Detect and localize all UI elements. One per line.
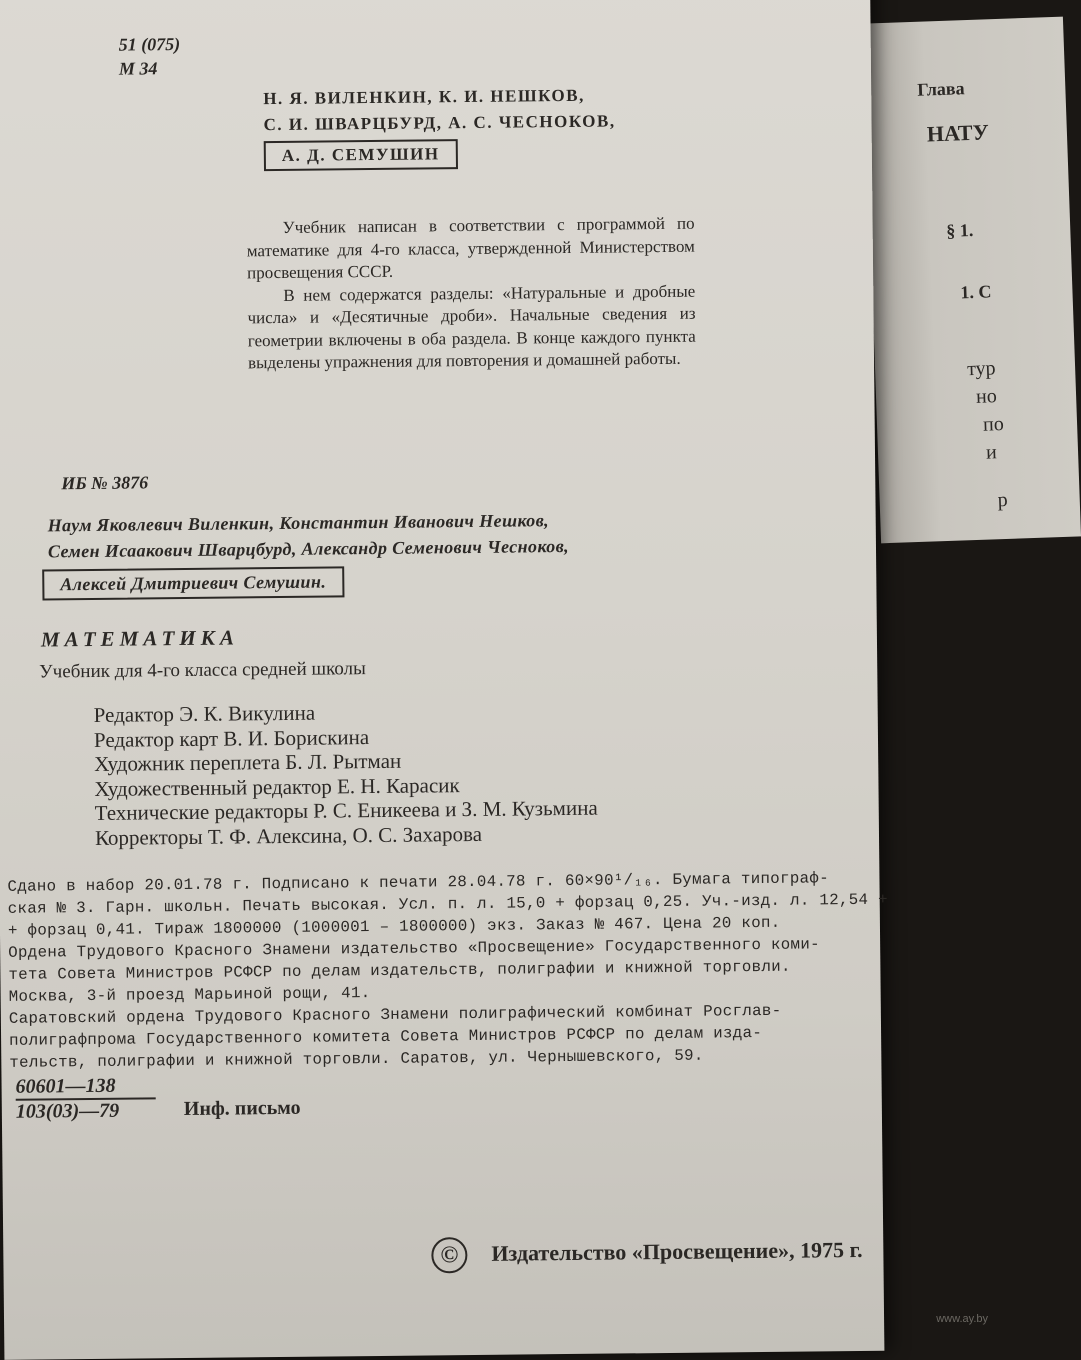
credit-line: Технические редакторы Р. С. Еникеева и З. М. Кузьмина — [94, 795, 598, 825]
imprint-block — [7, 867, 889, 1074]
library-code: М 34 — [118, 58, 158, 79]
abstract-paragraph-1: Учебник написан в соответствии с программой по математике для 4-го класса, утвержденной Министерством просвещения СССР. — [246, 213, 695, 283]
credit-line: Редактор Э. К. Викулина — [93, 700, 316, 727]
book-title: МАТЕМАТИКА — [40, 625, 240, 652]
imprint-line: Ордена Трудового Красного Знамени издательство «Просвещение» Государственного коми- — [8, 935, 820, 962]
authors-full-boxed: Алексей Дмитриевич Семушин. — [42, 566, 344, 600]
credit-line: Корректоры Т. Ф. Алексина, О. С. Захарова — [94, 821, 483, 850]
abstract-paragraph-2: В нем содержатся разделы: «Натуральные и дробные числа» и «Десятичные дроби». Начальные сведения из геометрии включены в оба раздела. В конце каждого пункта выделены упражнения для повторения и домашней работы. — [247, 281, 696, 373]
authors-caps-line-2: С. И. ШВАРЦБУРД, А. С. ЧЕСНОКОВ, — [263, 111, 616, 135]
authors-caps-boxed: А. Д. СЕМУШИН — [264, 139, 458, 171]
imprint-line: тета Совета Министров РСФСР по делам издательств, полиграфии и книжной торговли. — [8, 957, 791, 984]
credit-line: Редактор карт В. И. Борискина — [93, 724, 370, 752]
udk-code: 51 (075) — [118, 34, 181, 55]
text-fragment: но — [975, 385, 998, 408]
section-number: § 1. — [945, 219, 974, 241]
credit-line: Художественный редактор Е. Н. Карасик — [94, 772, 460, 801]
text-fragment: по — [982, 412, 1005, 436]
index-denominator: 103(03)—79 — [15, 1099, 120, 1123]
copyright-line: Издательство «Просвещение», 1975 г. — [491, 1236, 863, 1266]
text-fragment: тур — [966, 357, 996, 381]
facing-page — [863, 17, 1081, 544]
index-note: Инф. письмо — [183, 1096, 301, 1121]
authors-full-line-1: Наум Яковлевич Виленкин, Константин Иванович Нешков, — [47, 510, 550, 536]
authors-full-line-2: Семен Исаакович Шварцбурд, Александр Семенович Чесноков, — [47, 535, 570, 562]
imprint-line: + форзац 0,41. Тираж 1800000 (1000001 – 1800000) экз. Заказ № 467. Цена 20 коп. — [7, 913, 781, 940]
index-fraction — [15, 1074, 155, 1123]
chapter-heading: Глава — [916, 78, 965, 100]
book-abstract — [246, 213, 696, 375]
credit-line: Художник переплета Б. Л. Рытман — [94, 748, 402, 776]
imprint-line: Москва, 3-й проезд Марьиной рощи, 41. — [8, 984, 371, 1006]
book-subtitle: Учебник для 4-го класса средней школы — [39, 658, 366, 683]
watermark: www.ay.by — [936, 1313, 988, 1325]
copyright-icon: © — [431, 1237, 467, 1273]
item-number: 1. С — [960, 281, 992, 303]
imprint-line: ская № 3. Гарн. школьн. Печать высокая. Усл. п. л. 15,0 + форзац 0,25. Уч.-изд. л. 12,54 + — [7, 890, 888, 918]
text-fragment: р — [997, 488, 1009, 512]
imprint-line: полиграфпрома Государственного комитета Совета Министров РСФСР по делам изда- — [9, 1023, 763, 1050]
text-fragment: и — [985, 441, 998, 464]
index-numerator: 60601—138 — [15, 1074, 116, 1098]
credits-list — [94, 698, 599, 850]
authors-caps-line-1: Н. Я. ВИЛЕНКИН, К. И. НЕШКОВ, — [263, 85, 585, 109]
chapter-title: НАТУ — [926, 119, 990, 147]
imprint-line: тельств, полиграфии и книжной торговли. Саратов, ул. Чернышевского, 59. — [9, 1046, 704, 1072]
imprint-line: Сдано в набор 20.01.78 г. Подписано к печати 28.04.78 г. 60×90¹/₁₆. Бумага типограф- — [7, 869, 830, 896]
imprint-line: Саратовский ордена Трудового Красного Знамени полиграфический комбинат Росглав- — [8, 1001, 782, 1028]
ib-number: ИБ № 3876 — [61, 472, 149, 494]
